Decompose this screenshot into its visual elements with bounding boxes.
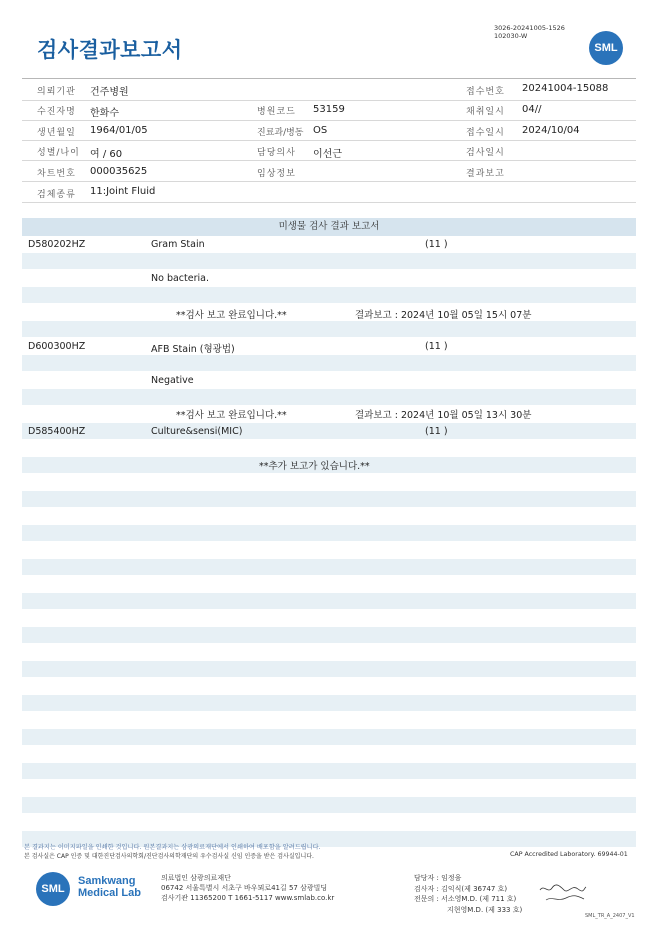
result-text: Negative: [151, 375, 194, 386]
report-label: 결과보고: [466, 169, 505, 179]
test-count: (11 ): [425, 341, 448, 352]
row-stripe: [22, 559, 636, 575]
image-notice: 본 결과지는 이미지파일을 인쇄한 것입니다. 원본결과지는 삼광의료재단에서 인쇄하여 배포함을 알려드립니다.: [24, 844, 321, 851]
org-name: 의료법인 삼광의료재단: [161, 874, 231, 882]
report-title: 검사결과보고서: [37, 38, 183, 62]
row-stripe: [22, 627, 636, 643]
test-name: Gram Stain: [151, 239, 205, 250]
chart-no-value: 000035625: [90, 166, 148, 177]
test-name: Culture&sensi(MIC): [151, 426, 243, 437]
info-divider: [22, 140, 636, 141]
receipt-no-value: 20241004-15088: [522, 83, 609, 94]
info-divider: [22, 160, 636, 161]
pending-notice: **추가 보고가 있습니다.**: [259, 461, 370, 472]
section-title: 미생물 검사 결과 보고서: [22, 218, 636, 236]
info-divider: [22, 78, 636, 79]
accreditation-notice: 본 검사실은 CAP 인증 및 대한진단검사의학회/진단검사의학재단의 우수검사실 신임 인증을 받은 검사실입니다.: [24, 853, 314, 860]
test-date-label: 검사일시: [466, 148, 505, 158]
test-code: D585400HZ: [28, 426, 86, 437]
row-stripe: [22, 695, 636, 711]
staff-tester: 검사자 : 김익식(제 36747 호): [414, 884, 508, 893]
hospital-label: 의뢰기관: [37, 87, 76, 97]
doctor-value: 이선근: [313, 149, 342, 160]
row-stripe: [22, 797, 636, 813]
receipt-date-value: 2024/10/04: [522, 125, 580, 136]
sml-footer-logo-text: SML: [41, 883, 65, 895]
address-block: [161, 873, 334, 903]
staff-specialist2: 지현영M.D. (제 333 호): [447, 905, 523, 914]
collect-date-label: 채취일시: [466, 107, 505, 117]
patient-value: 한화수: [90, 108, 119, 119]
address: 06742 서울특별시 서초구 바우뫼로41길 57 삼광빌딩: [161, 884, 328, 892]
brand-name: [78, 875, 141, 899]
hospital-code-label: 병원코드: [257, 107, 296, 117]
test-count: (11 ): [425, 239, 448, 250]
hospital-value: 건주병원: [90, 87, 129, 98]
report-time: 결과보고 : 2024년 10월 05일 15시 07분: [355, 310, 532, 321]
birth-value: 1964/01/05: [90, 125, 148, 136]
sex-age-value: 여 / 60: [90, 149, 123, 160]
row-stripe: [22, 593, 636, 609]
dept-label: 진료과/병동: [257, 128, 304, 138]
collect-date-value: 04//: [522, 104, 542, 115]
doctor-label: 담당의사: [257, 148, 296, 158]
clinical-label: 임상정보: [257, 169, 296, 179]
row-stripe: [22, 661, 636, 677]
test-code: D580202HZ: [28, 239, 86, 250]
brand-line2: Medical Lab: [78, 887, 141, 899]
complete-notice: **검사 보고 완료입니다.**: [176, 410, 287, 421]
test-code: D600300HZ: [28, 341, 86, 352]
row-stripe: [22, 253, 636, 269]
row-stripe: [22, 729, 636, 745]
staff-manager: 담당자 : 임정융: [414, 874, 462, 882]
birth-label: 생년월일: [37, 128, 76, 138]
specimen-label: 검체종류: [37, 190, 76, 200]
info-divider: [22, 202, 636, 203]
row-stripe: [22, 423, 636, 439]
patient-label: 수진자명: [37, 107, 76, 117]
receipt-date-label: 접수일시: [466, 128, 505, 138]
info-divider: [22, 181, 636, 182]
result-text: No bacteria.: [151, 273, 209, 284]
hospital-code-value: 53159: [313, 104, 345, 115]
info-divider: [22, 100, 636, 101]
signature-icon: [538, 880, 588, 904]
sex-age-label: 성별/나이: [37, 148, 80, 158]
row-stripe: [22, 287, 636, 303]
info-divider: [22, 120, 636, 121]
receipt-no-label: 접수번호: [466, 87, 505, 97]
dept-value: OS: [313, 125, 328, 136]
test-count: (11 ): [425, 426, 448, 437]
complete-notice: **검사 보고 완료입니다.**: [176, 310, 287, 321]
cap-accreditation: CAP Accredited Laboratory. 69944-01: [510, 851, 628, 858]
document-id-line1: 3026-20241005-1526: [494, 24, 565, 32]
row-stripe: [22, 491, 636, 507]
row-stripe: [22, 355, 636, 371]
brand-line1: Samkwang: [78, 875, 136, 887]
sml-logo-text: SML: [594, 42, 618, 54]
form-number: SML_TR_A_2407_V1: [585, 913, 635, 919]
test-name: AFB Stain (형광법): [151, 344, 235, 355]
document-id: [494, 24, 565, 40]
row-stripe: [22, 525, 636, 541]
row-stripe: [22, 763, 636, 779]
row-stripe: [22, 321, 636, 337]
chart-no-label: 차트번호: [37, 169, 76, 179]
row-stripe: [22, 389, 636, 405]
contact: 검사기관 11365200 T 1661-5117 www.smlab.co.kr: [161, 894, 335, 902]
staff-specialist: 전문의 : 서소영M.D. (제 711 호): [414, 895, 517, 903]
report-time: 결과보고 : 2024년 10월 05일 13시 30분: [355, 410, 532, 421]
specimen-value: 11:Joint Fluid: [90, 186, 156, 197]
document-id-line2: 102030-W: [494, 32, 528, 40]
staff-block: [414, 873, 522, 915]
